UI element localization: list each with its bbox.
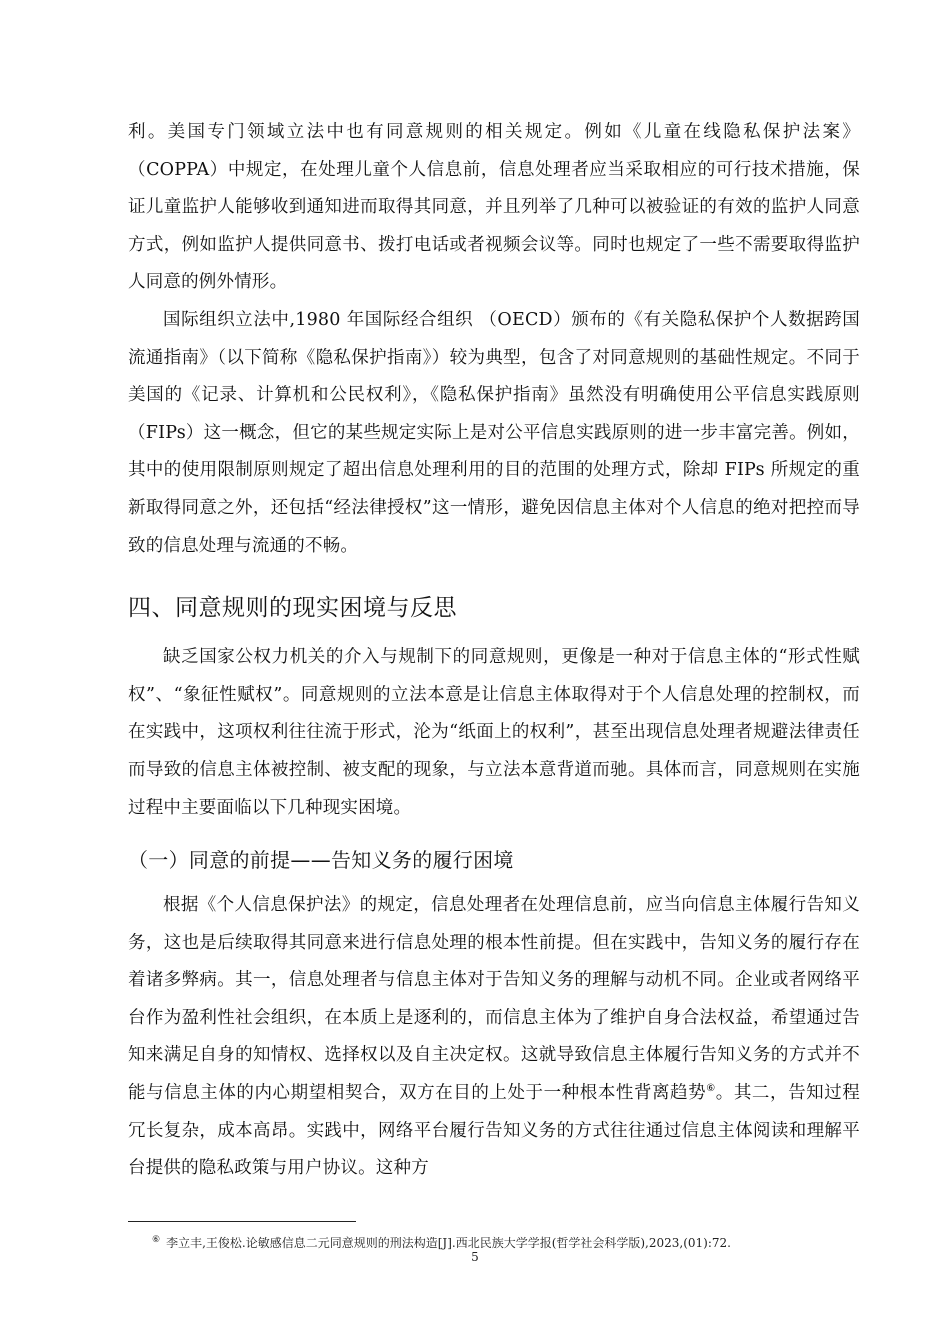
footnote-marker: ⑥ — [152, 1235, 161, 1245]
page-body — [128, 114, 860, 1188]
footnote-reference[interactable]: ⑥ — [706, 1083, 716, 1095]
section-heading: 四、同意规则的现实困境与反思 — [128, 595, 457, 622]
page-number: 5 — [471, 1250, 479, 1264]
footnote — [152, 1231, 872, 1252]
paragraph-notice-obligation — [128, 887, 860, 1188]
paragraph-oecd-guidelines: 国际组织立法中,1980 年国际经合组织 （OECD）颁布的《有关隐私保护个人数据跨国流通指南》（以下简称《隐私保护指南》）较为典型，包含了对同意规则的基础性规定。不同于美国的《记录、计算机和公民权利》，《隐私保护指南》虽然没有明确使用公平信息实践原则（FIPs）这一概念，但它的某些规定实际上是对公平信息实践原则的进一步丰富完善。例如，其中的使用限制原则规定了超出信息处理利用的目的范围的处理方式，除却 FIPs 所规定的重新取得同意之外，还包括“经法律授权”这一情形，避免因信息主体对个人信息的绝对把控而导致的信息处理与流通的不畅。 — [128, 309, 860, 556]
footnote-divider — [128, 1221, 356, 1222]
subsection-heading: （一）同意的前提——告知义务的履行困境 — [128, 848, 514, 873]
footnote-text: 李立丰,王俊松.论敏感信息二元同意规则的刑法构造[J].西北民族大学学报(哲学社会科学版),2023,(01):72. — [166, 1236, 731, 1250]
paragraph-text-part: 根据《个人信息保护法》的规定，信息处理者在处理信息前，应当向信息主体履行告知义务，这也是后续取得其同意来进行信息处理的根本性前提。但在实践中，告知义务的履行存在着诸多弊病。其一，信息处理者与信息主体对于告知义务的理解与动机不同。企业或者网络平台作为盈利性社会组织，在本质上是逐利的，而信息主体为了维护自身合法权益，希望通过告知来满足自身的知情权、选择权以及自主决定权。这就导致信息主体履行告知义务的方式并不能与信息主体的内心期望相契合，双方在目的上处于一种根本性背离趋势 — [128, 895, 860, 1104]
paragraph-formal-empowerment: 缺乏国家公权力机关的介入与规制下的同意规则，更像是一种对于信息主体的“形式性赋权”、“象征性赋权”。同意规则的立法本意是让信息主体取得对于个人信息处理的控制权，而在实践中，这项权利往往流于形式，沦为“纸面上的权利”，甚至出现信息处理者规避法律责任而导致的信息主体被控制、被支配的现象，与立法本意背道而驰。具体而言，同意规则在实施过程中主要面临以下几种现实困境。 — [128, 647, 860, 818]
paragraph-us-sectoral-law: 利。美国专门领域立法中也有同意规则的相关规定。例如《儿童在线隐私保护法案》（COPPA）中规定，在处理儿童个人信息前，信息处理者应当采取相应的可行技术措施，保证儿童监护人能够收到通知进而取得其同意，并且列举了几种可以被验证的有效的监护人同意方式，例如监护人提供同意书、拨打电话或者视频会议等。同时也规定了一些不需要取得监护人同意的例外情形。 — [128, 122, 860, 293]
paragraph-text-part: 。其二，告知过程冗长复杂，成本高昂。实践中，网络平台履行告知义务的方式往往通过信息主体阅读和理解平台提供的隐私政策与用户协议。这种方 — [128, 1083, 860, 1179]
